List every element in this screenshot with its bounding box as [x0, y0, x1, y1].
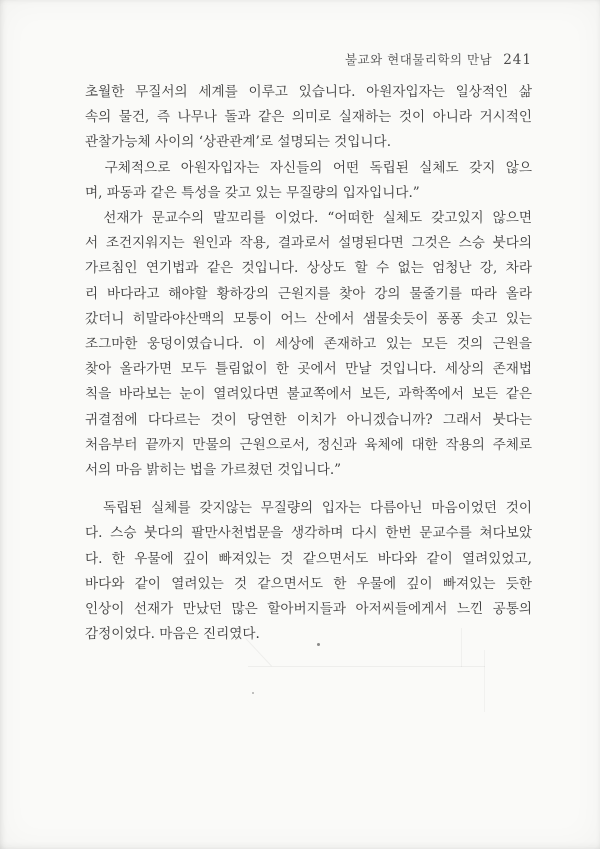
scan-speck	[252, 692, 254, 694]
text-line: 서의 마음 밝히는 법을 가르쳤던 것입니다.”	[85, 462, 342, 479]
paragraph	[85, 156, 532, 206]
text-line: 초월한 무질서의 세계를 이루고 있습니다. 아원자입자는 일상적인 삶	[85, 84, 532, 100]
showthrough-line	[484, 650, 485, 712]
text-line: 갔더니 히말라야산맥의 모퉁이 어느 산에서 샘물솟듯이 퐁퐁 솟고 있는	[85, 310, 532, 327]
text-line: 다. 한 우물에 깊이 빠져있는 것 같으면서도 바다와 같이 열려있었고,	[85, 550, 532, 567]
text-line: 구체적으로 아원자입자는 자신들의 어떤 독립된 실체도 갖지 않으	[85, 159, 532, 176]
text-line: 서 조건지워지는 원인과 작용, 결과로서 설명된다면 그것은 스승 붓다의	[85, 235, 532, 252]
text-line: 독립된 실체를 갖지않는 무질량의 입자는 다름아닌 마음이었던 것이	[85, 500, 532, 517]
text-line: 속의 물건, 즉 나무나 돌과 같은 의미로 실재하는 것이 아니라 거시적인	[85, 109, 532, 126]
paragraph	[85, 496, 532, 647]
text-line: 관찰가능체 사이의 ‘상관관계’로 설명되는 것입니다.	[85, 134, 392, 151]
text-line: 며, 파동과 같은 특성을 갖고 있는 무질량의 입자입니다.”	[85, 184, 420, 201]
text-line: 리 바다라고 해야할 황하강의 근원지를 찾아 강의 물줄기를 따라 올라	[85, 285, 532, 302]
text-line: 찾아 올라가면 모두 틀림없이 한 곳에서 만날 것입니다. 세상의 존재법	[85, 361, 532, 378]
text-column	[85, 80, 532, 647]
page-header	[345, 50, 532, 68]
running-title: 불교와 현대물리학의 만남	[344, 52, 493, 67]
text-line: 칙을 바라보는 눈이 열려있다면 불교쪽에서 보든, 과학쪽에서 보든 같은	[85, 386, 532, 403]
text-line: 가르침인 연기법과 같은 것입니다. 상상도 할 수 없는 엄청난 강, 차라	[85, 260, 532, 277]
text-line: 다. 스승 붓다의 팔만사천법문을 생각하며 다시 한번 문교수를 쳐다보았	[85, 525, 532, 542]
text-line: 인상이 선재가 만났던 많은 할아버지들과 아저씨들에게서 느낀 공통의	[85, 601, 532, 618]
text-line: 바다와 같이 열려있는 것 같으면서도 한 우물에 깊이 빠져있는 듯한	[85, 575, 532, 592]
text-line: 감정이었다. 마음은 진리였다.	[85, 626, 260, 643]
showthrough-line	[248, 666, 485, 667]
paragraph	[85, 206, 532, 483]
text-line: 귀결점에 다다르는 것이 당연한 이치가 아니겠습니까? 그래서 붓다는	[85, 411, 532, 428]
text-line: 조그마한 웅덩이였습니다. 이 세상에 존재하고 있는 모든 것의 근원을	[85, 336, 532, 353]
page-number: 241	[503, 52, 532, 68]
paragraph	[85, 80, 532, 156]
text-line: 선재가 문교수의 말꼬리를 이었다. “어떠한 실체도 갖고있지 않으면	[85, 210, 532, 227]
text-line: 처음부터 끝까지 만물의 근원으로서, 정신과 육체에 대한 작용의 주체로	[85, 436, 532, 453]
